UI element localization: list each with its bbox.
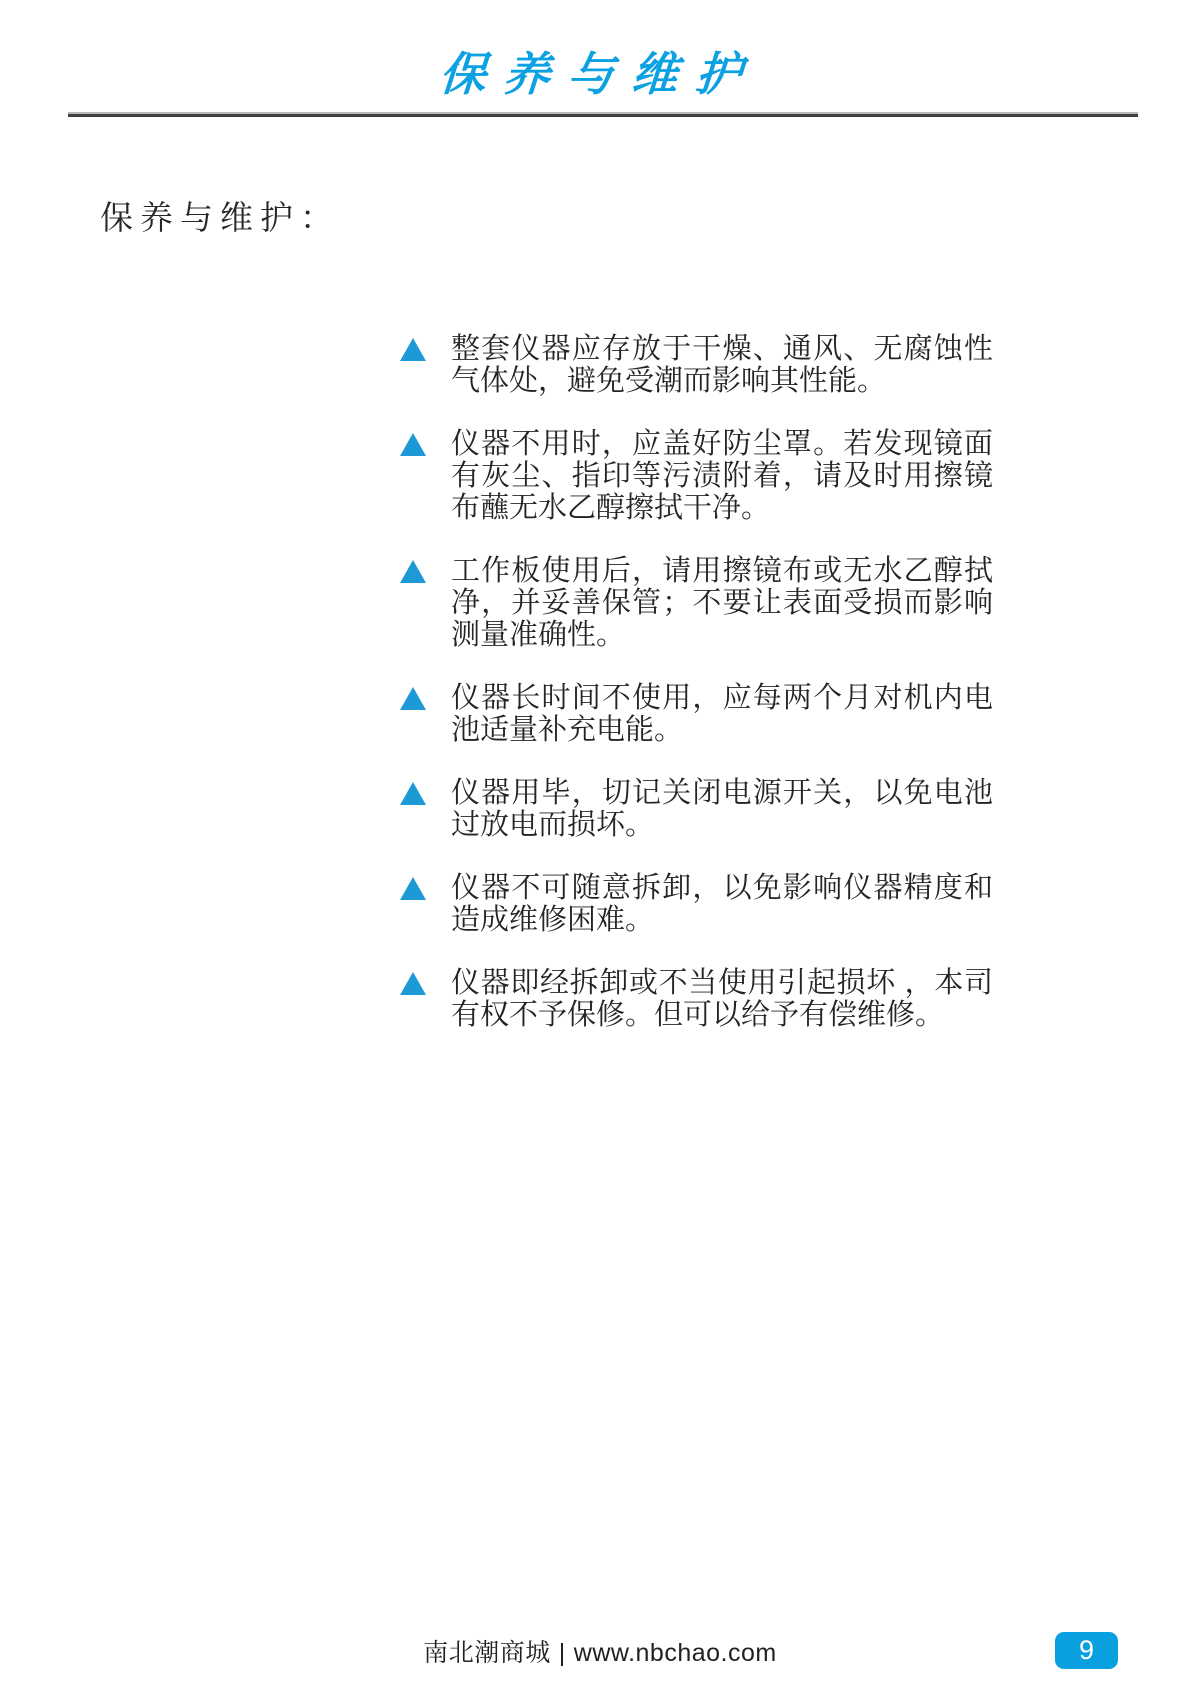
section-title: 保养与维护： (100, 199, 340, 236)
triangle-bullet-icon (400, 433, 426, 456)
maintenance-bullet-list (400, 333, 994, 1031)
triangle-bullet-icon (400, 782, 426, 805)
triangle-bullet-icon (400, 687, 426, 710)
footer-site-name: 南北潮商城 (423, 1639, 551, 1667)
maintenance-bullet (400, 777, 994, 841)
triangle-bullet-icon (400, 338, 426, 361)
maintenance-bullet (400, 967, 994, 1031)
maintenance-bullet (400, 555, 994, 651)
page-footer (0, 1633, 1200, 1669)
triangle-bullet-icon (400, 877, 426, 900)
page-number: 9 (1078, 1635, 1095, 1665)
bullet-text: 仪器即经拆卸或不当使用引起损坏 ，本司有权不予保修。但可以给予有偿维修。 (451, 967, 993, 1031)
bullet-text: 工作板使用后，请用擦镜布或无水乙醇拭净，并妥善保管；不要让表面受损而影响测量准确性。 (451, 555, 993, 651)
maintenance-bullet (400, 428, 994, 524)
page-header-title: 保养与维护 (437, 48, 762, 100)
maintenance-bullet (400, 333, 994, 397)
footer-separator: | (558, 1639, 566, 1667)
page-number-badge (1055, 1632, 1118, 1669)
triangle-bullet-icon (400, 560, 426, 583)
bullet-text: 仪器长时间不使用，应每两个月对机内电池适量补充电能。 (451, 682, 993, 746)
header-divider (68, 114, 1138, 117)
maintenance-bullet (400, 872, 994, 936)
bullet-text: 仪器不用时，应盖好防尘罩。若发现镜面有灰尘、指印等污渍附着，请及时用擦镜布蘸无水乙醇擦拭干净。 (451, 428, 993, 524)
maintenance-bullet (400, 682, 994, 746)
bullet-text: 整套仪器应存放于干燥、通风、无腐蚀性气体处，避免受潮而影响其性能。 (451, 333, 993, 397)
bullet-text: 仪器不可随意拆卸，以免影响仪器精度和造成维修困难。 (451, 872, 993, 936)
triangle-bullet-icon (400, 972, 426, 995)
footer-url: www.nbchao.com (573, 1639, 777, 1667)
bullet-text: 仪器用毕，切记关闭电源开关，以免电池过放电而损坏。 (451, 777, 993, 841)
